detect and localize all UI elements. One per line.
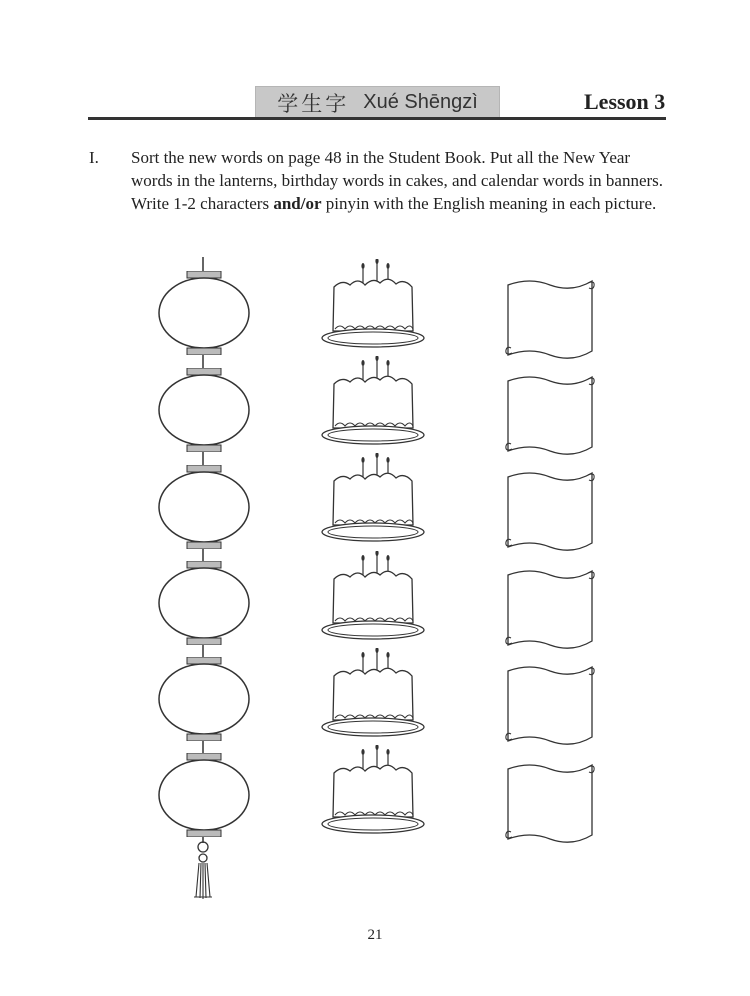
lantern[interactable] [157,561,251,650]
cake[interactable] [320,745,435,845]
header-rule [88,117,666,120]
cake[interactable] [320,648,435,748]
header-banner [255,86,500,119]
lantern-column [150,255,260,905]
lantern-tassel-icon [190,841,216,906]
cake[interactable] [320,356,435,456]
instruction-bold: and/or [273,194,322,213]
instruction-text-2: pinyin with the English meaning in each picture. [321,194,657,213]
lantern[interactable] [157,368,251,457]
instruction-text-1: Sort the new words on page 48 in the Student Book. Put all the New Year words in the lanterns, birthday words in cakes, and calendar words in banners. Write 1-2 characters [131,148,664,213]
banner[interactable] [500,761,600,851]
lantern[interactable] [157,657,251,746]
cake[interactable] [320,259,435,359]
lantern[interactable] [157,753,251,842]
header-pinyin-title: Xué Shēngzì [363,91,478,113]
lantern[interactable] [157,271,251,360]
header-chinese-title: 学生字 [277,91,350,116]
banner[interactable] [500,373,600,463]
cake[interactable] [320,453,435,553]
page-number: 21 [367,927,383,943]
lesson-label: Lesson 3 [584,89,666,114]
banner[interactable] [500,663,600,753]
lantern[interactable] [157,465,251,554]
exercise-instructions [131,146,666,215]
exercise-number: I. [89,148,99,167]
banner[interactable] [500,277,600,367]
banner[interactable] [500,469,600,559]
banner[interactable] [500,567,600,657]
cake[interactable] [320,551,435,651]
